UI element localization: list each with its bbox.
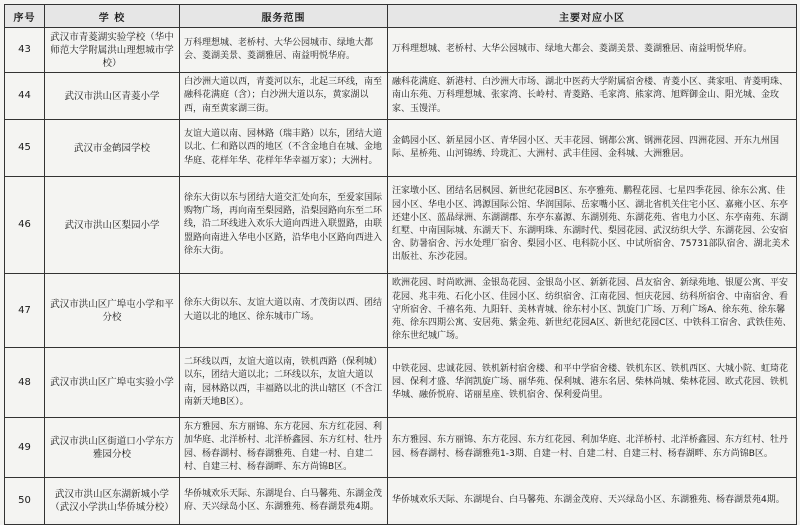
community-list: 东方雅园、东方丽锦、东方花园、东方红花园、利加华庭、北洋桥村、北洋桥鑫园、东方红村、牡丹园、杨春湖村、杨春湖雅苑1-3期、自建一村、自建二村、自建三村、杨春湖畔、东方尚锦B区。 (388, 418, 797, 478)
table-row (5, 28, 797, 73)
table-row (5, 274, 797, 348)
school-name: 武汉市洪山区街道口小学东方雅园分校 (45, 418, 180, 478)
row-number: 49 (5, 418, 45, 478)
table-row (5, 348, 797, 418)
community-list: 融科花满庭、新港村、白沙洲大市场、湖北中医药大学附属宿舍楼、青菱小区、龚家咀、青菱明珠、南山东苑、万科理想城、张家湾、长岭村、青菱路、毛家湾、熊家湾、旭辉御金山、阳光城、金玫家、玉馒洋。 (388, 73, 797, 120)
school-name: 武汉市洪山区青菱小学 (45, 73, 180, 120)
service-scope: 友谊大道以南、园林路（瑞丰路）以东，团结大道以北、仁和路以西的地区（不含金地自在城、金地华庭、花样年华、花样年华幸福万家）；大洲村。 (180, 120, 388, 177)
row-number: 46 (5, 177, 45, 274)
header-service-scope: 服务范围 (180, 5, 388, 28)
row-number: 48 (5, 348, 45, 418)
school-name: 武汉市洪山区广埠屯小学和平分校 (45, 274, 180, 348)
header-communities: 主要对应小区 (388, 5, 797, 28)
row-number: 45 (5, 120, 45, 177)
row-number: 44 (5, 73, 45, 120)
header-number: 序号 (5, 5, 45, 28)
community-list: 万科理想城、老桥村、大华公园城市、绿地大都会、菱湖美景、菱湖雅居、南益明悦华府。 (388, 28, 797, 73)
service-scope: 白沙洲大道以西，青菱河以东，北起三环线，南至融科花满庭（含）；白沙洲大道以东，黄家湖以西，南至黄家湖三街。 (180, 73, 388, 120)
community-list: 华侨城欢乐天际、东湖堤台、白马馨苑、东湖金茂府、天兴绿岛小区、东湖雅苑、杨春湖景苑4期。 (388, 478, 797, 525)
service-scope: 二环线以西，友谊大道以南，铁机西路（保利城）以东，团结大道以北；二环线以东，友谊大道以南，园林路以西，丰福路以北的洪山辖区（不含江南新天地B区）。 (180, 348, 388, 418)
school-name: 武汉市金鹤园学校 (45, 120, 180, 177)
table-row (5, 73, 797, 120)
school-name: 武汉市洪山区东湖新城小学（武汉小学洪山华侨城分校） (45, 478, 180, 525)
community-list: 金鹤园小区、新星园小区、青华园小区、天丰花园、钢都公寓、钢洲花园、四洲花园、开东九州国际、星桥苑、山河锦绣、玲珑汇、大洲村、武丰佳园、金科城、大洲雅居。 (388, 120, 797, 177)
service-scope: 华侨城欢乐天际、东湖堤台、白马馨苑、东湖金茂府、天兴绿岛小区、东湖雅苑、杨春湖景苑4期。 (180, 478, 388, 525)
row-number: 47 (5, 274, 45, 348)
community-list: 中铁花园、忠诚花园、铁机新村宿舍楼、和平中学宿舍楼、铁机东区、铁机西区、大城小院、虹琦花园、保利才盛、华润凯旋广场、丽华苑、保利城、港东名居、柴林尚城、柴林花园、欧式花园、铁机华城、融侨悦府、诺丽星座、铁机宿舍、保利爱尚里。 (388, 348, 797, 418)
service-scope: 东方雅园、东方丽锦、东方花园、东方红花园、利加华庭、北洋桥村、北洋桥鑫园、东方红村、牡丹园、杨春湖村、杨春湖雅苑、自建一村、自建二村、自建三村、杨春湖畔、东方尚锦B区。 (180, 418, 388, 478)
service-scope: 万科理想城、老桥村、大华公园城市、绿地大都会、菱湖美景、菱湖雅居、南益明悦华府。 (180, 28, 388, 73)
community-list: 汪家墩小区、团结名居枫园、新世纪花园B区、东亭雅苑、鹏程花园、七星四季花园、徐东公寓、佳园小区、华电小区、鸿源国际公馆、华润国际、岳家嘴小区、湖北省机关住宅小区、嘉雍小区、东亭还建小区、蓝晶绿洲、东湖湖郡、东亭东嘉源、东湖别苑、东湖花苑、省电力小区、东亭南苑、东湖红墅、中南国际城、东湖天下、东湖明珠、东湖时代、梨园花园、武汉纺织大学、东湖花园、公安宿舍、防暑宿舍、污水处理厂宿舍、梨园小区、电科院小区、中试所宿舍、75731部队宿舍、湖北美术出版社、东沙花园。 (388, 177, 797, 274)
school-name: 武汉市青菱湖实验学校（华中师范大学附属洪山理想城市学校） (45, 28, 180, 73)
row-number: 43 (5, 28, 45, 73)
service-scope: 徐东大街以东、友谊大道以南、才茂街以西、团结大道以北的地区、徐东城市广场。 (180, 274, 388, 348)
table-row (5, 418, 797, 478)
header-school: 学 校 (45, 5, 180, 28)
row-number: 50 (5, 478, 45, 525)
table-row (5, 120, 797, 177)
school-name: 武汉市洪山区广埠屯实验小学 (45, 348, 180, 418)
table-header-row (5, 5, 797, 28)
table-row (5, 177, 797, 274)
school-district-table (4, 4, 797, 525)
service-scope: 徐东大街以东与团结大道交汇处向东，至爱家国际购物广场，再向南至梨园路，沿梨园路向东至二环线，沿二环线进入欢乐大道向西进入联盟路，由联盟路向南进入华电小区路，沿华电小区路向西进入徐东大街。 (180, 177, 388, 274)
school-name: 武汉市洪山区梨园小学 (45, 177, 180, 274)
community-list: 欧洲花园、时尚欧洲、金银岛花园、金银岛小区、新新花园、昌友宿舍、新绿苑地、银厦公寓、平安花园、兆丰苑、石化小区、佳园小区、纺织宿舍、江南花园、恒庆花园、纺科所宿舍、中南宿舍、看守所宿舍、千禧名苑、九阳轩、美林青城、徐东村小区、凯旋门广场、万利广场A、徐东苑、徐东馨苑、徐东四期公寓、安居苑、紫金苑、新世纪花园A区、新世纪花园C区、中铁科工宿舍、武铁佳苑、徐东世纪城广场。 (388, 274, 797, 348)
table-row (5, 478, 797, 525)
